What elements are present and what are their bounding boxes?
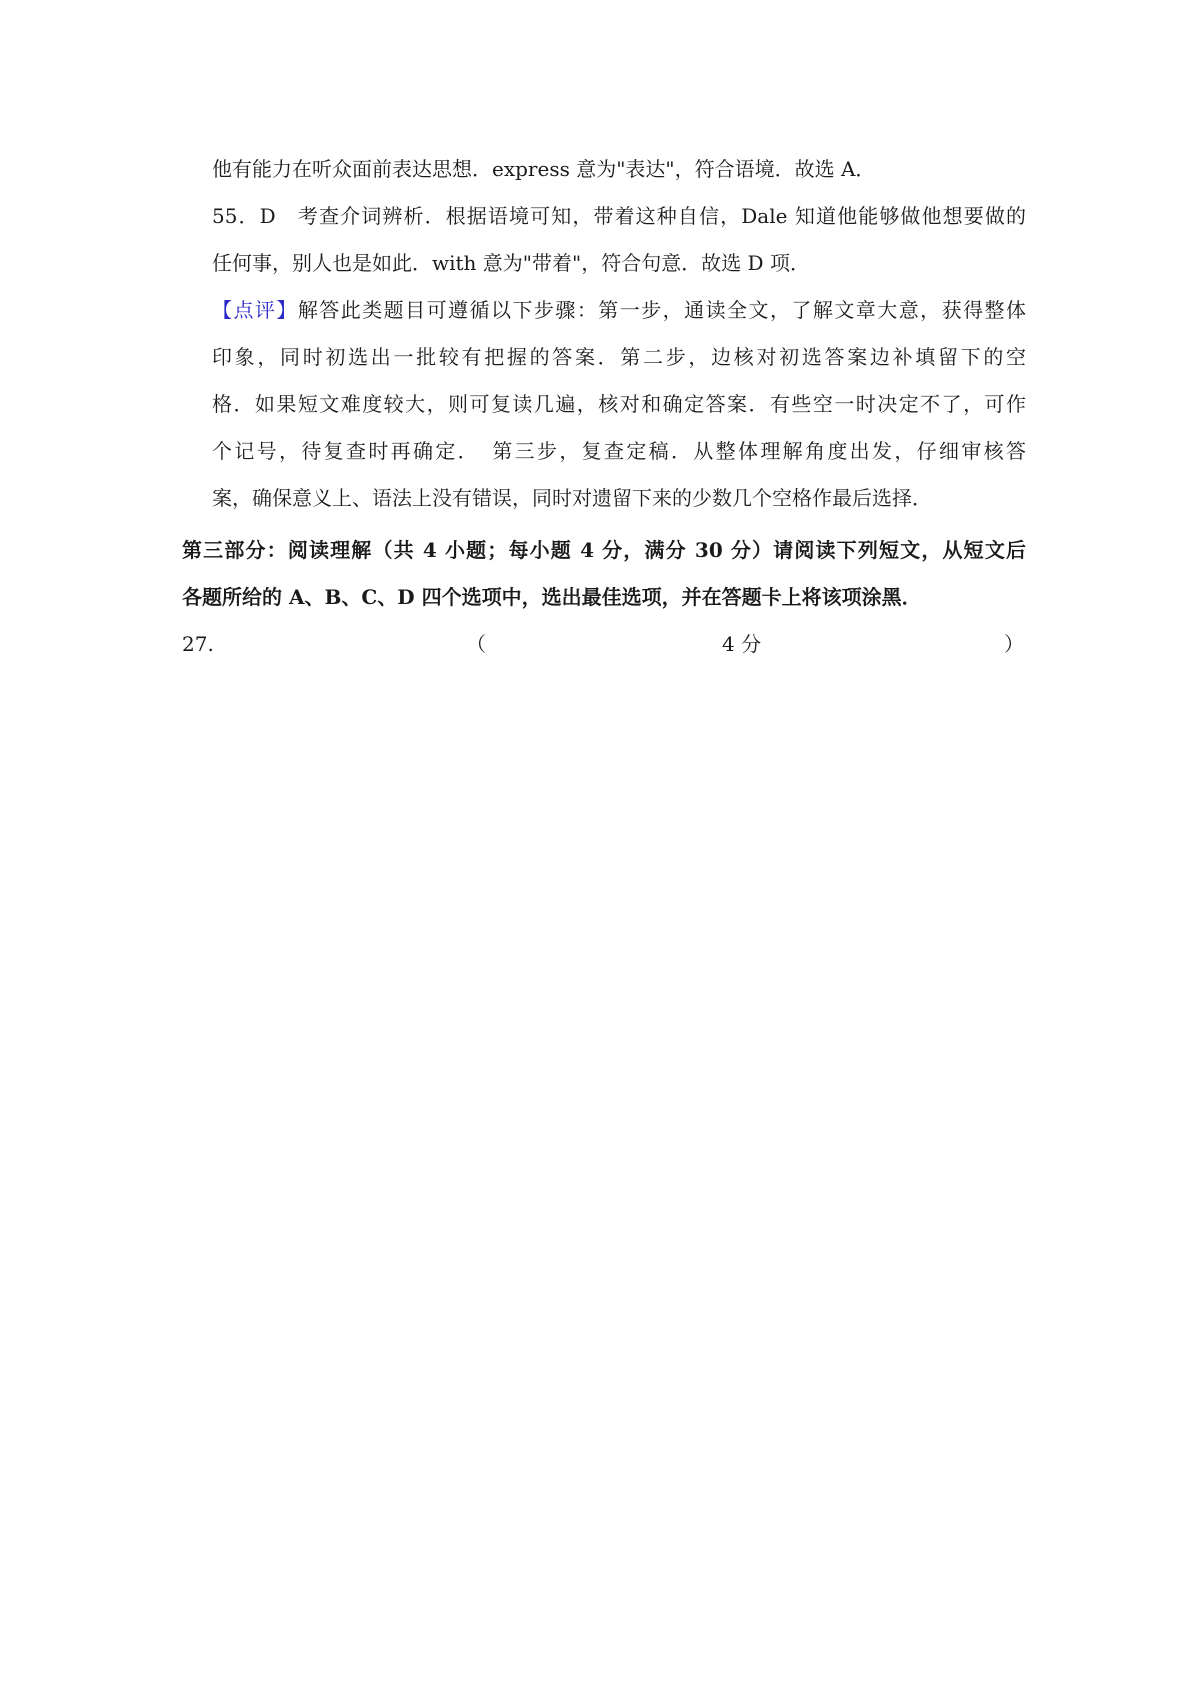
comment-tag: 【点评】 <box>212 298 298 322</box>
comment-text-1: 解答此类题目可遵循以下步骤：第一步，通读全文，了解文章大意，获得整体 <box>297 298 1027 322</box>
score-paren-open: （ <box>466 632 486 656</box>
explanation-line-1: 他有能力在听众面前表达思想．express 意为"表达"，符合语境．故选 A． <box>212 157 876 181</box>
question-27-row <box>182 632 1026 656</box>
section3-heading-line-1: 第三部分：阅读理解（共 4 小题；每小题 4 分，满分 30 分）请阅读下列短文，从短文后 <box>182 538 1026 562</box>
q55-answer-line-2: 任何事，别人也是如此．with 意为"带着"，符合句意．故选 D 项． <box>212 251 810 275</box>
comment-line-4: 个记号，待复查时再确定． 第三步，复查定稿．从整体理解角度出发，仔细审核答 <box>212 439 1026 463</box>
score-paren-close: ） <box>1004 632 1024 656</box>
q55-answer-line-1: 55．D 考查介词辨析．根据语境可知，带着这种自信，Dale 知道他能够做他想要做的 <box>212 204 1026 228</box>
comment-line-2: 印象，同时初选出一批较有把握的答案．第二步，边核对初选答案边补填留下的空 <box>212 345 1026 369</box>
comment-line-3: 格．如果短文难度较大，则可复读几遍，核对和确定答案．有些空一时决定不了，可作 <box>212 392 1026 416</box>
question-number: 27. <box>182 632 214 656</box>
question-score: 4 分 <box>722 632 762 656</box>
comment-line-5: 案，确保意义上、语法上没有错误，同时对遗留下来的少数几个空格作最后选择． <box>212 486 932 510</box>
comment-line-1 <box>212 298 1026 322</box>
section3-heading-line-2: 各题所给的 A、B、C、D 四个选项中，选出最佳选项，并在答题卡上将该项涂黑． <box>182 585 922 609</box>
